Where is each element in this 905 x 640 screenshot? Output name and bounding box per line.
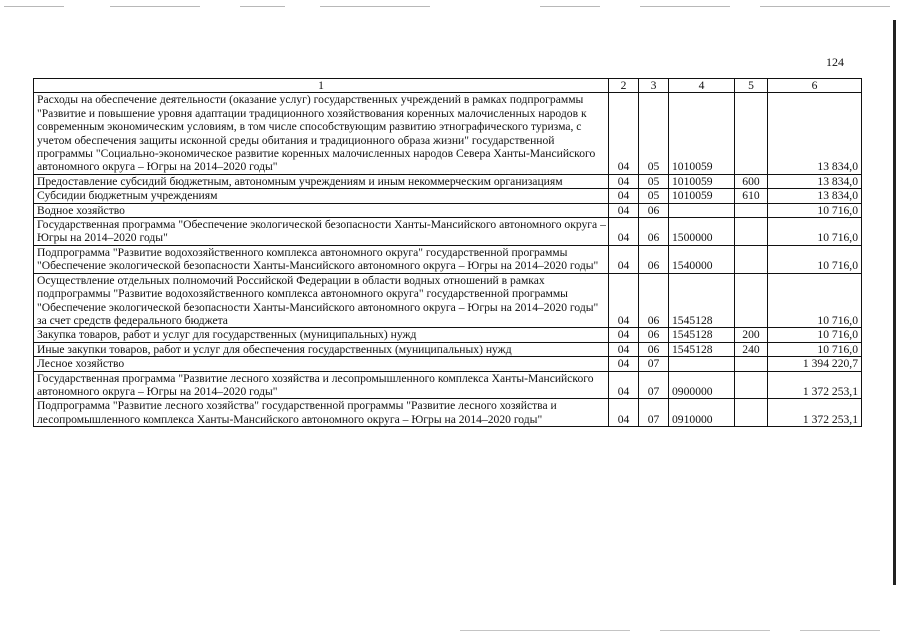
row-name-cell: Иные закупки товаров, работ и услуг для обеспечения государственных (муниципальных) нужд bbox=[34, 342, 609, 356]
row-target-code-cell: 0910000 bbox=[669, 399, 735, 427]
row-name-cell: Осуществление отдельных полномочий Российской Федерации в области водных отношений в рамках подпрограммы "Развитие водохозяйственного комплекса автономного округа" государственной программы "Обеспечение экологической безопасности Ханты-Мансийского автономного округа – Югры на 2014–2020 годы" за счет средств федерального бюджета bbox=[34, 273, 609, 328]
scan-right-edge bbox=[893, 20, 896, 585]
scan-artifact-top bbox=[0, 0, 905, 14]
row-subsection-cell: 05 bbox=[639, 174, 669, 188]
row-name-cell: Субсидии бюджетным учреждениям bbox=[34, 189, 609, 203]
row-amount-cell: 10 716,0 bbox=[768, 342, 862, 356]
row-name-cell: Закупка товаров, работ и услуг для государственных (муниципальных) нужд bbox=[34, 328, 609, 342]
table-row bbox=[34, 399, 862, 427]
row-name-cell: Государственная программа "Обеспечение экологической безопасности Ханты-Мансийского автономного округа – Югры на 2014–2020 годы" bbox=[34, 218, 609, 246]
row-subsection-cell: 06 bbox=[639, 203, 669, 217]
row-name-cell: Предоставление субсидий бюджетным, автономным учреждениям и иным некоммерческим организациям bbox=[34, 174, 609, 188]
row-section-cell: 04 bbox=[609, 93, 639, 174]
header-cell-col-1: 1 bbox=[34, 79, 609, 93]
row-section-cell: 04 bbox=[609, 371, 639, 399]
row-amount-cell: 13 834,0 bbox=[768, 93, 862, 174]
table-row bbox=[34, 203, 862, 217]
row-subsection-cell: 07 bbox=[639, 357, 669, 371]
row-amount-cell: 1 394 220,7 bbox=[768, 357, 862, 371]
row-target-code-cell: 1500000 bbox=[669, 218, 735, 246]
row-subsection-cell: 06 bbox=[639, 218, 669, 246]
row-subsection-cell: 05 bbox=[639, 93, 669, 174]
row-amount-cell: 13 834,0 bbox=[768, 189, 862, 203]
row-amount-cell: 10 716,0 bbox=[768, 218, 862, 246]
table-row bbox=[34, 328, 862, 342]
row-target-code-cell: 1010059 bbox=[669, 189, 735, 203]
row-section-cell: 04 bbox=[609, 399, 639, 427]
row-name-cell: Лесное хозяйство bbox=[34, 357, 609, 371]
page-number: 124 bbox=[826, 55, 844, 69]
row-name-cell: Подпрограмма "Развитие водохозяйственного комплекса автономного округа" государственной программы "Обеспечение экологической безопасности Ханты-Мансийского автономного округа – Югры на 2014–2020 годы" bbox=[34, 245, 609, 273]
row-section-cell: 04 bbox=[609, 245, 639, 273]
row-expense-type-cell bbox=[735, 218, 768, 246]
row-section-cell: 04 bbox=[609, 357, 639, 371]
row-expense-type-cell bbox=[735, 357, 768, 371]
row-amount-cell: 10 716,0 bbox=[768, 328, 862, 342]
row-name-cell: Государственная программа "Развитие лесного хозяйства и лесопромышленного комплекса Ханты-Мансийского автономного округа – Югры на 2014–2020 годы" bbox=[34, 371, 609, 399]
row-section-cell: 04 bbox=[609, 174, 639, 188]
table-row bbox=[34, 218, 862, 246]
table-row bbox=[34, 189, 862, 203]
header-cell-col-2: 2 bbox=[609, 79, 639, 93]
row-name-cell: Водное хозяйство bbox=[34, 203, 609, 217]
row-expense-type-cell bbox=[735, 203, 768, 217]
row-subsection-cell: 06 bbox=[639, 342, 669, 356]
row-target-code-cell: 1010059 bbox=[669, 93, 735, 174]
table-row bbox=[34, 371, 862, 399]
table-header-row bbox=[34, 79, 862, 93]
header-cell-col-6: 6 bbox=[768, 79, 862, 93]
row-target-code-cell: 1010059 bbox=[669, 174, 735, 188]
row-amount-cell: 1 372 253,1 bbox=[768, 399, 862, 427]
row-name-cell: Подпрограмма "Развитие лесного хозяйства" государственной программы "Развитие лесного хозяйства и лесопромышленного комплекса Ханты-Мансийского автономного округа – Югры на 2014–2020 годы" bbox=[34, 399, 609, 427]
row-amount-cell: 1 372 253,1 bbox=[768, 371, 862, 399]
row-target-code-cell bbox=[669, 357, 735, 371]
table-row bbox=[34, 245, 862, 273]
row-section-cell: 04 bbox=[609, 218, 639, 246]
table-row bbox=[34, 342, 862, 356]
budget-table-body bbox=[34, 79, 862, 427]
row-expense-type-cell bbox=[735, 245, 768, 273]
header-cell-col-3: 3 bbox=[639, 79, 669, 93]
row-section-cell: 04 bbox=[609, 328, 639, 342]
table-row bbox=[34, 273, 862, 328]
row-section-cell: 04 bbox=[609, 189, 639, 203]
row-amount-cell: 10 716,0 bbox=[768, 203, 862, 217]
row-section-cell: 04 bbox=[609, 273, 639, 328]
header-cell-col-4: 4 bbox=[669, 79, 735, 93]
row-amount-cell: 10 716,0 bbox=[768, 273, 862, 328]
table-row bbox=[34, 357, 862, 371]
row-target-code-cell: 1540000 bbox=[669, 245, 735, 273]
row-section-cell: 04 bbox=[609, 203, 639, 217]
row-expense-type-cell: 240 bbox=[735, 342, 768, 356]
row-target-code-cell bbox=[669, 203, 735, 217]
row-subsection-cell: 07 bbox=[639, 371, 669, 399]
row-expense-type-cell: 600 bbox=[735, 174, 768, 188]
row-name-cell: Расходы на обеспечение деятельности (оказание услуг) государственных учреждений в рамках подпрограммы "Развитие и повышение уровня адаптации традиционного хозяйствования коренных малочисленных народов к современным экономическим условиям, в том числе способствующим развитию этнографического туризма, с учетом обеспечения защиты исконной среды обитания и традиционного образа жизни" государственной программы "Социально-экономическое развитие коренных малочисленных народов Севера Ханты-Мансийского автономного округа – Югры на 2014–2020 годы" bbox=[34, 93, 609, 174]
row-expense-type-cell bbox=[735, 93, 768, 174]
row-expense-type-cell bbox=[735, 273, 768, 328]
row-expense-type-cell: 610 bbox=[735, 189, 768, 203]
row-expense-type-cell bbox=[735, 371, 768, 399]
table-row bbox=[34, 93, 862, 174]
row-expense-type-cell bbox=[735, 399, 768, 427]
budget-table bbox=[33, 78, 862, 427]
row-subsection-cell: 06 bbox=[639, 273, 669, 328]
row-target-code-cell: 0900000 bbox=[669, 371, 735, 399]
table-row bbox=[34, 174, 862, 188]
row-subsection-cell: 06 bbox=[639, 245, 669, 273]
row-amount-cell: 10 716,0 bbox=[768, 245, 862, 273]
row-target-code-cell: 1545128 bbox=[669, 273, 735, 328]
row-subsection-cell: 07 bbox=[639, 399, 669, 427]
row-subsection-cell: 05 bbox=[639, 189, 669, 203]
row-target-code-cell: 1545128 bbox=[669, 342, 735, 356]
row-section-cell: 04 bbox=[609, 342, 639, 356]
row-target-code-cell: 1545128 bbox=[669, 328, 735, 342]
header-cell-col-5: 5 bbox=[735, 79, 768, 93]
row-amount-cell: 13 834,0 bbox=[768, 174, 862, 188]
row-expense-type-cell: 200 bbox=[735, 328, 768, 342]
row-subsection-cell: 06 bbox=[639, 328, 669, 342]
